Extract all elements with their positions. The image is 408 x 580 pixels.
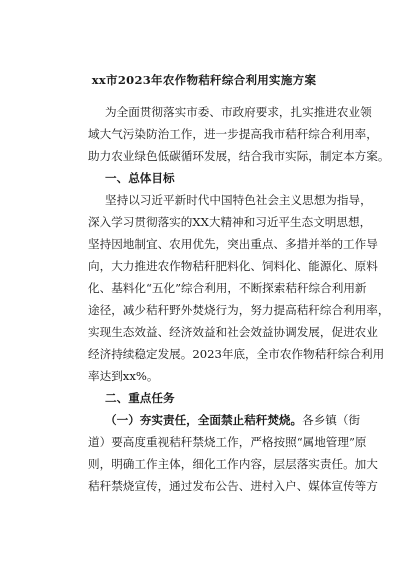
- section2-line-1: [105, 413, 361, 427]
- section1-line-8: 经济持续稳定发展。2023年底，全市农作物秸秆综合利用: [88, 347, 385, 361]
- section1-heading: 一、总体目标: [105, 171, 175, 185]
- intro-line-2: 域大气污染防治工作，进一步提高我市秸秆综合利用率，: [88, 127, 378, 141]
- section2-subheading: （一）夯实责任，全面禁止秸秆焚烧。: [105, 413, 303, 427]
- section2-line-4: 秸秆禁烧宣传，通过发布公告、进村入户、媒体宣传等方: [88, 479, 378, 493]
- section1-line-3: 坚持因地制宜、农用优先，突出重点、多措并举的工作导: [88, 237, 378, 251]
- section2-heading: 二、重点任务: [105, 391, 175, 405]
- section1-line-6: 途径，减少秸秆野外焚烧行为，努力提高秸秆综合利用率，: [88, 303, 390, 317]
- intro-line-1: 为全面贯彻落实市委、市政府要求，扎实推进农业领: [105, 105, 372, 119]
- section2-line-1-rest: 各乡镇（街: [302, 413, 361, 427]
- section2-line-3: 则，明确工作主体，细化工作内容，层层落实责任。加大: [88, 457, 378, 471]
- section1-line-7: 实现生态效益、经济效益和社会效益协调发展，促进农业: [88, 325, 378, 339]
- document-title: xx市2023年农作物秸秆综合利用实施方案: [91, 73, 317, 87]
- section2-line-2: 道）要高度重视秸秆禁烧工作，严格按照“属地管理”原: [88, 435, 367, 449]
- section1-line-5: 化、基料化“五化”综合利用，不断探索秸秆综合利用新: [88, 281, 367, 295]
- section1-line-1: 坚持以习近平新时代中国特色社会主义思想为指导，: [105, 193, 372, 207]
- section1-line-2: 深入学习贯彻落实的XX大精神和习近平生态文明思想，: [88, 215, 372, 229]
- section1-line-9: 率达到xx%。: [88, 369, 159, 383]
- intro-line-3: 助力农业绿色低碳循环发展，结合我市实际，制定本方案。: [88, 149, 390, 163]
- section1-line-4: 向，大力推进农作物秸秆肥料化、饲料化、能源化、原料: [88, 259, 378, 273]
